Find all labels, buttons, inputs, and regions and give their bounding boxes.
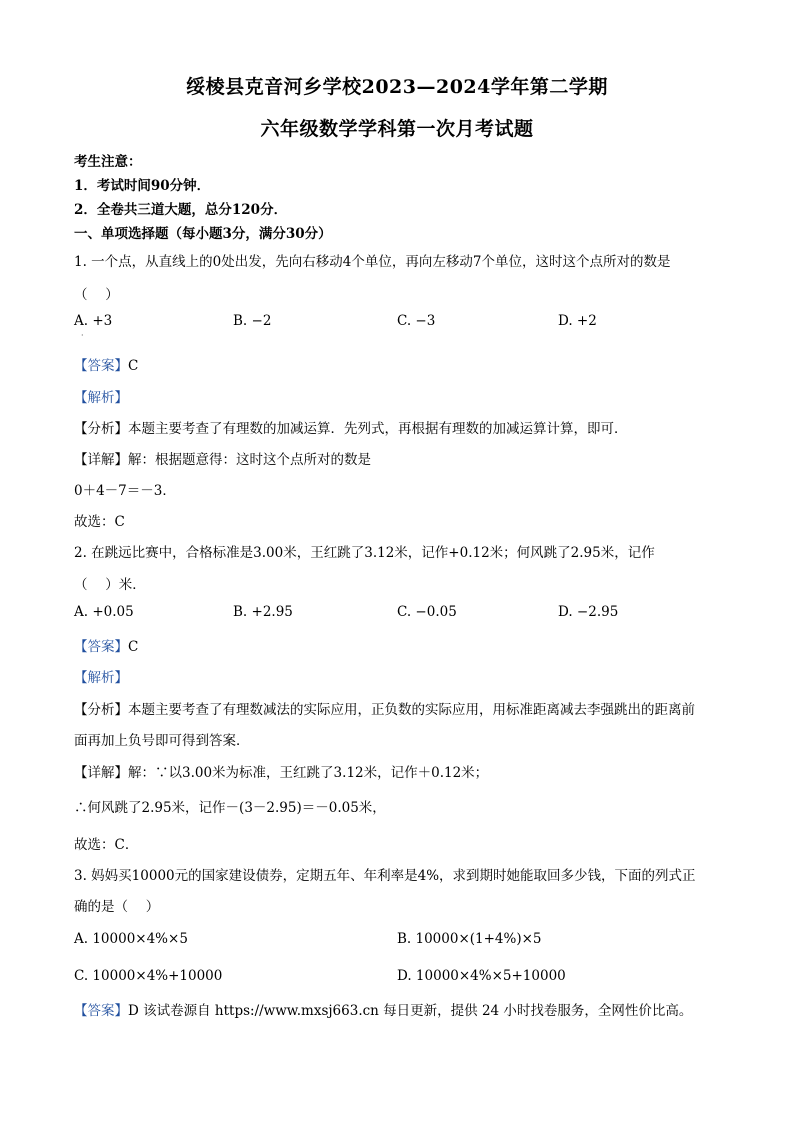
- analysis-tag: 【解析】: [74, 390, 128, 406]
- q1-option-d: D. +2: [558, 313, 597, 329]
- fenxi-text: 本题主要考查了有理数的加减运算．先列式，再根据有理数的加减运算计算，即可．: [128, 421, 628, 437]
- answer-value: C: [128, 639, 139, 655]
- q2-answer: [74, 635, 138, 655]
- q1-analysis: [74, 386, 128, 406]
- answer-tag: 【答案】: [74, 639, 128, 655]
- q1-choose: 故选：C: [74, 514, 125, 530]
- q1-answer: [74, 354, 138, 374]
- q2-option-b: B. +2.95: [233, 604, 293, 620]
- xiangjie-tag: 【详解】: [74, 452, 128, 468]
- q3-option-a: A. 10000×4%×5: [74, 931, 188, 947]
- q2-option-c: C. −0.05: [397, 604, 457, 620]
- fenxi-text: 本题主要考查了有理数减法的实际应用，正负数的实际应用，用标准距离减去李强跳出的距离前: [128, 702, 695, 718]
- q2-option-a: A. +0.05: [74, 604, 134, 620]
- section-heading: 一、单项选择题（每小题3分，满分30分）: [74, 226, 332, 242]
- analysis-tag: 【解析】: [74, 670, 128, 686]
- q1-option-b: B. −2: [233, 313, 272, 329]
- xiangjie-text: 解：∵以3.00米为标准，王红跳了3.12米，记作＋0.12米；: [128, 765, 489, 781]
- notice-heading: 考生注意：: [74, 154, 142, 170]
- fenxi-tag: 【分析】: [74, 702, 128, 718]
- q2-option-d: D. −2.95: [558, 604, 619, 620]
- answer-tag: 【答案】: [74, 358, 128, 374]
- title-line-1: 绥棱县克音河乡学校2023—2024学年第二学期: [186, 76, 608, 98]
- q1-paren: （ ）: [74, 287, 119, 303]
- xiangjie-text: 解：根据题意得：这时这个点所对的数是: [128, 452, 371, 468]
- q3-answer: [74, 999, 692, 1019]
- q2-choose: 故选：C．: [74, 837, 139, 853]
- q1-option-c: C. −3: [397, 313, 436, 329]
- q2-therefore: ∴何风跳了2.95米，记作－(3－2.95)＝－0.05米，: [74, 800, 386, 816]
- q1-formula: 0＋4－7＝－3．: [74, 483, 176, 499]
- answer-value: D: [128, 1003, 139, 1019]
- q2-analysis: [74, 666, 128, 686]
- q3-option-b: B. 10000×(1+4%)×5: [397, 931, 542, 947]
- decorative-dot: ·: [81, 331, 84, 340]
- q3-option-d: D. 10000×4%×5+10000: [397, 968, 566, 984]
- q3-stem-cont: 确的是（ ）: [74, 899, 160, 915]
- q2-fenxi-cont: 面再加上负号即可得到答案．: [74, 733, 250, 749]
- q2-paren: （ ）米．: [74, 577, 146, 593]
- q2-stem: 2. 在跳远比赛中，合格标准是3.00米，王红跳了3.12米，记作+0.12米；何风跳了2.95米，记作: [74, 545, 655, 561]
- q2-xiangjie: [74, 761, 488, 781]
- source-note: 该试卷源自 https://www.mxsj663.cn 每日更新，提供 24 小时找卷服务，全网性价比高。: [143, 1003, 693, 1019]
- q1-fenxi: [74, 417, 628, 437]
- q1-option-a: A. +3: [74, 313, 113, 329]
- notice-item-2: 2．全卷共三道大题，总分120分．: [74, 202, 288, 218]
- xiangjie-tag: 【详解】: [74, 765, 128, 781]
- q3-stem: 3. 妈妈买10000元的国家建设债券，定期五年、年利率是4%，求到期时她能取回多少钱，下面的列式正: [74, 868, 696, 884]
- q2-fenxi: [74, 698, 695, 718]
- q3-option-c: C. 10000×4%+10000: [74, 968, 223, 984]
- fenxi-tag: 【分析】: [74, 421, 128, 437]
- answer-value: C: [128, 358, 139, 374]
- title-line-2: 六年级数学学科第一次月考试题: [260, 118, 534, 140]
- q1-xiangjie: [74, 448, 371, 468]
- notice-item-1: 1．考试时间90分钟．: [74, 178, 211, 194]
- answer-tag: 【答案】: [74, 1003, 128, 1019]
- q1-stem: 1. 一个点，从直线上的0处出发，先向右移动4个单位，再向左移动7个单位，这时这个点所对的数是: [74, 254, 671, 270]
